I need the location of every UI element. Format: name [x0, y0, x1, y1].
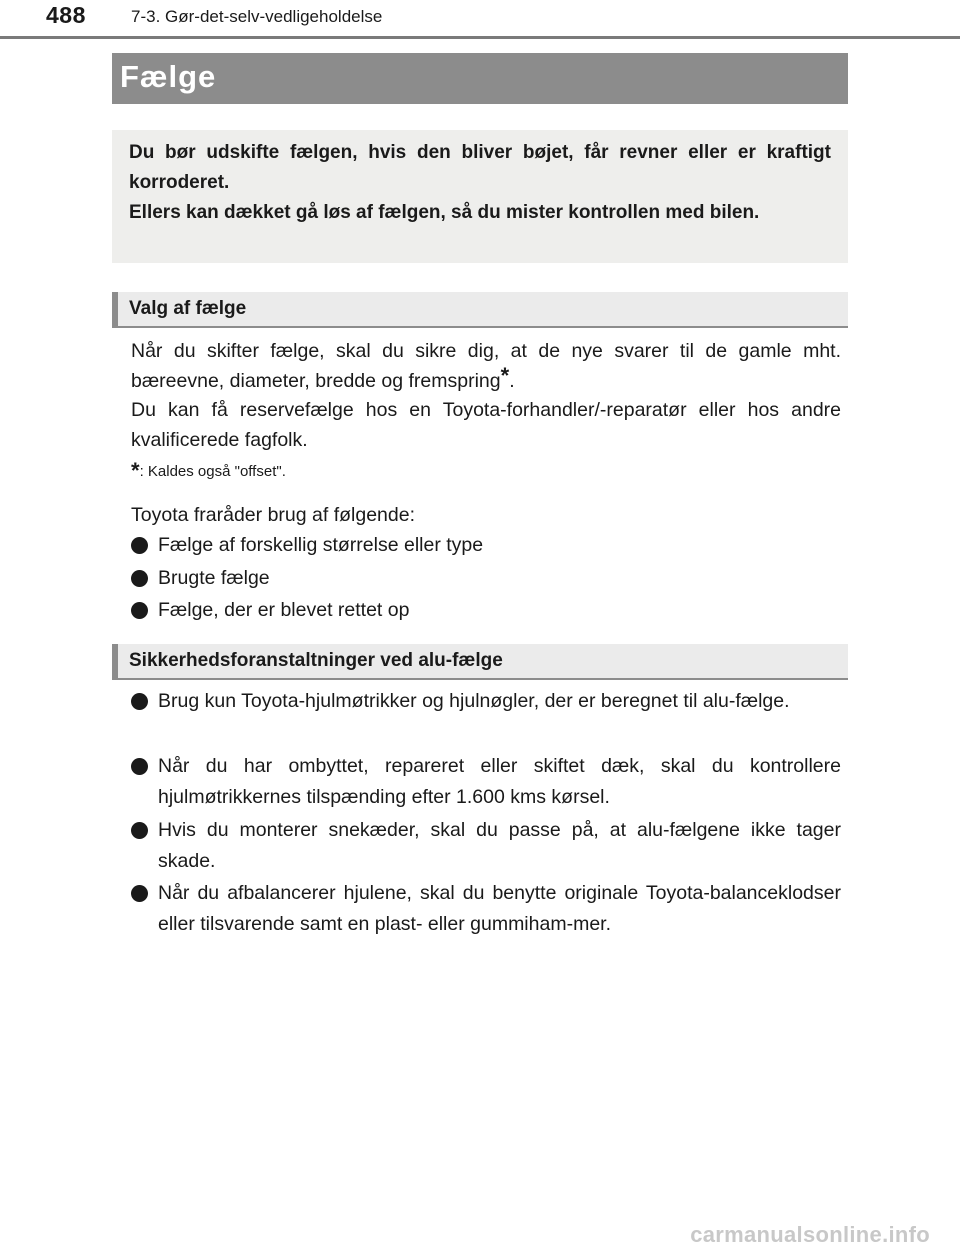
bullet-icon: [131, 602, 148, 619]
list-item: [131, 878, 841, 940]
list-item: [131, 595, 841, 626]
bullet-icon: [131, 822, 148, 839]
bullet-icon: [131, 758, 148, 775]
chapter-title: 7-3. Gør-det-selv-vedligeholdelse: [131, 7, 383, 26]
paragraph-spare-wheels: Du kan få reservefælge hos en Toyota-forhandler/-reparatør eller hos andre kvalificerede fagfolk.: [131, 399, 841, 451]
intro-line-2: Ellers kan dækket gå løs af fælgen, så du mister kontrollen med bilen.: [129, 202, 760, 223]
footnote-reference: *: [500, 363, 510, 388]
page-title-bar: [112, 53, 848, 104]
bullet-icon: [131, 570, 148, 587]
section-heading-wheel-selection: [112, 292, 848, 328]
bullet-icon: [131, 693, 148, 710]
list-item: [131, 815, 841, 877]
section-heading-label: Sikkerhedsforanstaltninger ved alu-fælge: [129, 650, 503, 671]
list-item-text: Brugte fælge: [158, 567, 270, 589]
paragraph-end: .: [509, 370, 515, 392]
list-item-text: Fælge, der er blevet rettet op: [158, 599, 410, 621]
footnote-text: : Kaldes også "offset".: [139, 463, 286, 480]
paragraph-wheel-requirements: [131, 336, 841, 396]
header-divider: [0, 36, 960, 39]
page-title: Fælge: [120, 59, 217, 94]
page-number: 488: [46, 2, 86, 28]
paragraph-text: Når du skifter fælge, skal du sikre dig, at de nye svarer til de gamle mht. bæreevne, diameter, bredde og fremspring: [131, 340, 841, 392]
intro-box: [112, 130, 848, 263]
intro-line-1: Du bør udskifte fælgen, hvis den bliver bøjet, får revner eller er kraftigt korroderet.: [129, 142, 831, 193]
bullet-icon: [131, 537, 148, 554]
section-heading-label: Valg af fælge: [129, 298, 247, 319]
list-item: [131, 563, 841, 594]
bullet-icon: [131, 885, 148, 902]
watermark: carmanualsonline.info: [690, 1222, 930, 1247]
list-item-text: Fælge af forskellig størrelse eller type: [158, 534, 484, 556]
list-item: [131, 686, 841, 717]
list-item: [131, 530, 841, 561]
list-item-text: Brug kun Toyota-hjulmøtrikker og hjulnøgler, der er beregnet til alu-fælge.: [158, 690, 790, 712]
list-item: [131, 751, 841, 813]
list-item-text: Hvis du monterer snekæder, skal du passe på, at alu-fælgene ikke tager skade.: [158, 819, 841, 872]
paragraph-lead: Toyota fraråder brug af følgende:: [131, 504, 415, 526]
footnote-star: *: [131, 458, 140, 483]
section-heading-alu-precautions: [112, 644, 848, 680]
list-item-text: Når du har ombyttet, repareret eller skiftet dæk, skal du kontrollere hjulmøtrikkernes tilspænding efter 1.600 kms kørsel.: [158, 755, 841, 808]
list-item-text: Når du afbalancerer hjulene, skal du benytte originale Toyota-balanceklodser eller tilsvarende samt en plast- eller gummiham-mer.: [158, 882, 841, 935]
footnote: [131, 458, 286, 484]
